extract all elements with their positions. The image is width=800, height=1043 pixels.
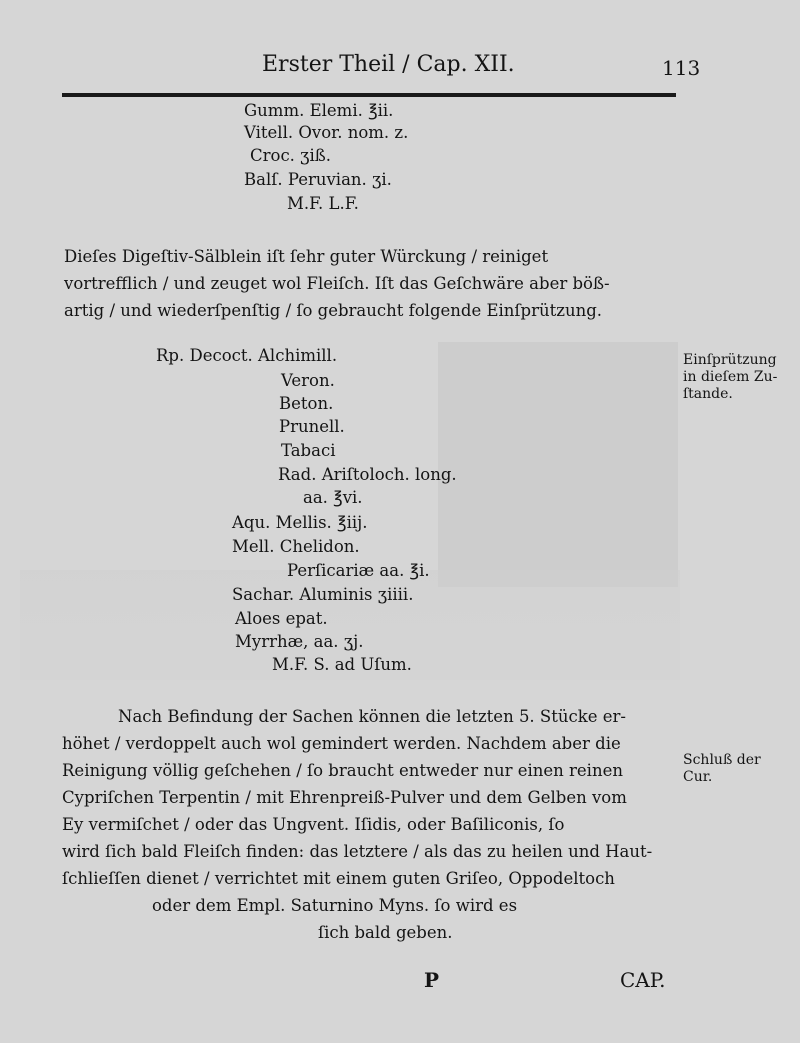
recipe-line: Myrrhæ, aa. ʒj. <box>235 632 364 651</box>
recipe-line: Sachar. Aluminis ʒiiii. <box>232 585 414 604</box>
paragraph-line: ſich bald geben. <box>318 923 453 942</box>
recipe-line: Mell. Chelidon. <box>232 537 360 556</box>
recipe-instruction: M.F. S. ad Uſum. <box>272 655 412 674</box>
paragraph-line: Cypriſchen Terpentin / mit Ehrenpreiß-Pulver und dem Gelben vom <box>62 788 627 807</box>
paragraph-line: Ey vermiſchet / oder das Ungvent. Iſidis, oder Baſiliconis, ſo <box>62 815 565 834</box>
paragraph-line: wird ſich bald Fleiſch finden: das letztere / als das zu heilen und Haut- <box>62 842 653 861</box>
recipe-line: Veron. <box>281 371 335 390</box>
recipe-instruction: M.F. L.F. <box>287 194 359 213</box>
recipe-line: Beton. <box>279 394 334 413</box>
paragraph-2 <box>62 703 680 946</box>
recipe-line: Aqu. Mellis. ℥iij. <box>232 513 368 532</box>
catchword: CAP. <box>620 968 666 992</box>
recipe-line: Croc. ʒiß. <box>250 146 332 165</box>
paragraph-line: höhet / verdoppelt auch wol gemindert werden. Nachdem aber die <box>62 734 621 753</box>
page-number: 113 <box>662 56 701 80</box>
paragraph-line: oder dem Empl. Saturnino Myns. ſo wird es <box>152 896 518 915</box>
recipe-line: Perſicariæ aa. ℥i. <box>287 561 430 580</box>
recipe-line: Aloes epat. <box>235 609 328 628</box>
paragraph-line: artig / und wiederſpenſtig / ſo gebraucht folgende Einſprützung. <box>64 301 602 320</box>
paragraph-line: Nach Befindung der Sachen können die letzten 5. Stücke er- <box>118 707 626 726</box>
paragraph-1 <box>64 243 678 324</box>
recipe-line: Prunell. <box>279 417 345 436</box>
recipe-line: Tabaci <box>281 441 336 460</box>
paragraph-line: ſchlieſſen dienet / verrichtet mit einem guten Griſeo, Oppodeltoch <box>62 869 615 888</box>
bleed-through-shadow <box>438 342 678 587</box>
signature-mark: P <box>424 968 440 992</box>
recipe-line: Balſ. Peruvian. ʒi. <box>244 170 392 189</box>
margin-note: Schluß der Cur. <box>683 752 761 785</box>
recipe-line: aa. ℥vi. <box>303 488 363 507</box>
recipe-line: Gumm. Elemi. ℥ii. <box>244 101 394 120</box>
recipe-line: Vitell. Ovor. nom. z. <box>244 123 409 142</box>
paragraph-line: Dieſes Digeſtiv-Sälblein iſt ſehr guter Würckung / reiniget <box>64 247 549 266</box>
recipe-line: Rad. Ariſtoloch. long. <box>278 465 457 484</box>
header-rule <box>62 93 676 97</box>
paragraph-line: vortrefflich / und zeuget wol Fleiſch. Iſt das Geſchwäre aber böß- <box>64 274 610 293</box>
paragraph-line: Reinigung völlig geſchehen / ſo braucht entweder nur einen reinen <box>62 761 623 780</box>
margin-note: Einſprützung in dieſem Zu- ſtande. <box>683 352 778 402</box>
recipe-line: Rp. Decoct. Alchimill. <box>156 346 338 365</box>
running-title: Erster Theil / Cap. XII. <box>262 52 515 77</box>
